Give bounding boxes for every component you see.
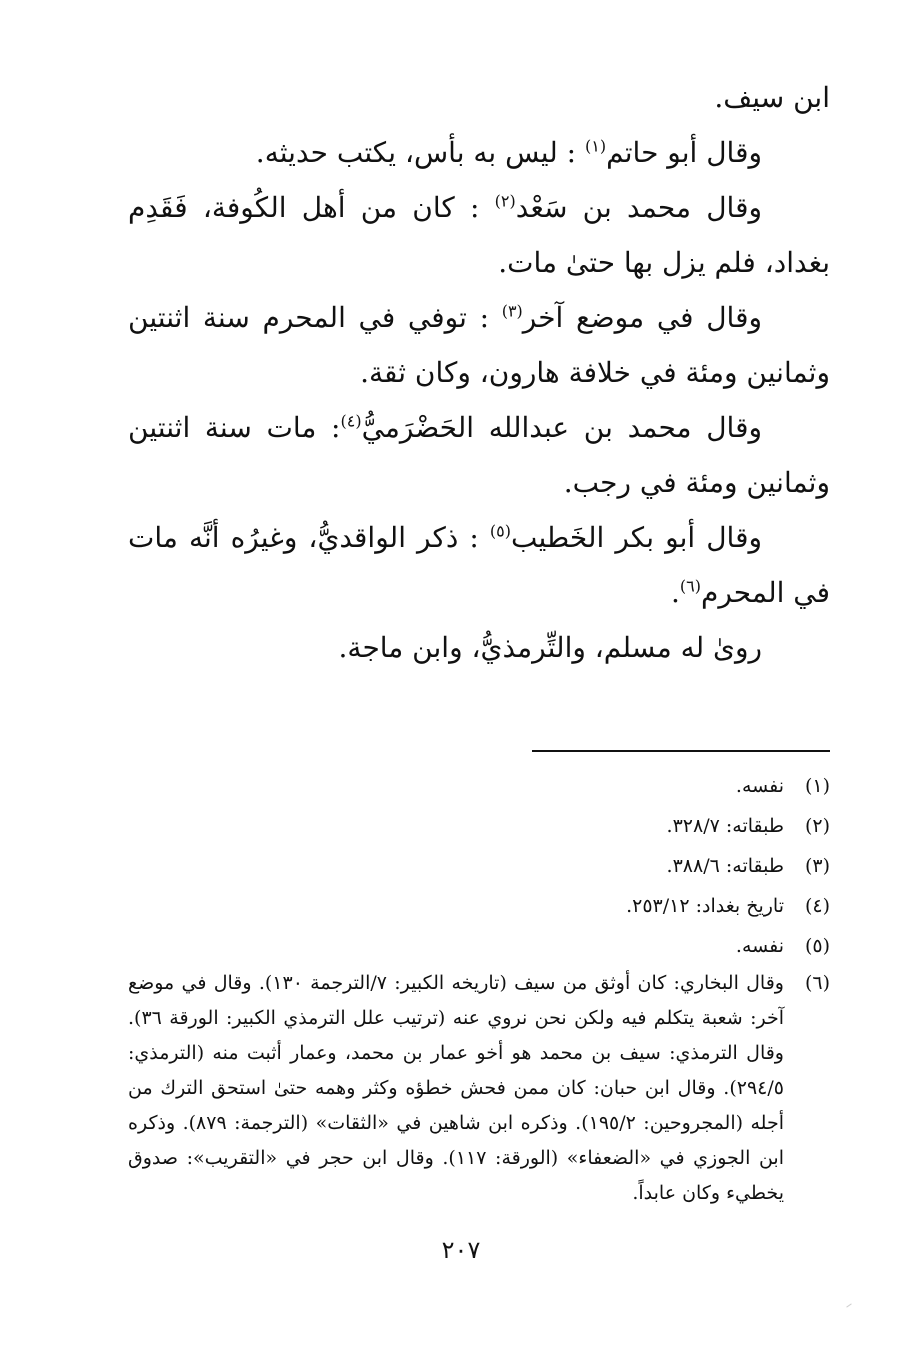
paragraph-6-rest: : ذكر الواقديُّ، وغيرُه أنَّه مات في المحرم bbox=[128, 521, 830, 609]
paragraph-6-end: . bbox=[671, 576, 680, 609]
footnote-text: وقال البخاري: كان أوثق من سيف (تاريخه الكبير: ٧/الترجمة ١٣٠). وقال في موضع آخر: شعبة يتكلم فيه ولكن نحن نروي عنه (ترتيب علل الترمذي الكبير: الورقة ٣٦). وقال الترمذي: سيف بن محمد هو أخو عمار بن محمد، وعمار أثبت منه (الترمذي: ٢٩٤/٥). وقال ابن حبان: كان ممن فحش خطؤه وكثر وهمه حتىٰ استحق الترك من أجله (المجروحين: ١٩٥/٢). وذكره ابن شاهين في «الثقات» (الترجمة: ٨٧٩). وذكره ابن الجوزي في «الضعفاء» (الورقة: ١١٧). وقال ابن حجر في «التقريب»: صدوق يخطيء وكان عابداً. bbox=[128, 972, 785, 1204]
paragraph-3-rest: : كان من أهل الكُوفة، فَقَدِم بغداد، فلم يزل بها حتىٰ مات. bbox=[128, 191, 830, 279]
footnote-text: طبقاته: ٣٢٨/٧. bbox=[666, 815, 784, 837]
footnote-ref-6[interactable]: (٦) bbox=[679, 576, 702, 596]
footnote-2 bbox=[128, 806, 830, 846]
footnote-number: (٣) bbox=[804, 855, 830, 877]
footnote-text: نفسه. bbox=[735, 775, 784, 797]
paragraph-5-text: وقال محمد بن عبدالله الحَضْرَميُّ bbox=[361, 411, 762, 444]
footnotes bbox=[128, 766, 830, 1211]
paragraph-2-rest: : ليس به بأس، يكتب حديثه. bbox=[255, 136, 586, 169]
page-number: ٢٠٧ bbox=[441, 1236, 481, 1264]
footnote-ref-4[interactable]: (٤) bbox=[340, 411, 362, 431]
footnote-number: (٤) bbox=[804, 895, 830, 917]
footnote-number: (٢) bbox=[804, 815, 830, 837]
footnote-3 bbox=[128, 846, 830, 886]
footnote-text: نفسه. bbox=[735, 935, 784, 957]
footnote-number: (٥) bbox=[804, 935, 830, 957]
paragraph-2 bbox=[128, 125, 830, 180]
footnote-number: (١) bbox=[804, 775, 830, 797]
paragraph-7-text: رویٰ له مسلم، والتِّرمذيُّ، وابن ماجة. bbox=[338, 631, 762, 664]
paragraph-6-text: وقال أبو بكر الخَطيب bbox=[510, 521, 762, 554]
paragraph-5-rest: : مات سنة اثنتين وثمانين ومئة في رجب. bbox=[128, 411, 830, 499]
footnote-text: تاريخ بغداد: ٢٥٣/١٢. bbox=[626, 895, 784, 917]
paragraph-4-text: وقال في موضع آخر bbox=[522, 301, 762, 334]
footnote-ref-1[interactable]: (١) bbox=[585, 136, 607, 156]
footnote-ref-5[interactable]: (٥) bbox=[489, 521, 511, 541]
footnote-text: طبقاته: ٣٨٨/٦. bbox=[666, 855, 784, 877]
paragraph-4 bbox=[128, 290, 830, 400]
paragraph-6 bbox=[128, 510, 830, 620]
paragraph-4-rest: : توفي في المحرم سنة اثنتين وثمانين ومئة في خلافة هارون، وكان ثقة. bbox=[128, 301, 830, 389]
footnote-6 bbox=[128, 966, 830, 1211]
paragraph-3-text: وقال محمد بن سَعْد bbox=[515, 191, 762, 224]
paragraph-3 bbox=[128, 180, 830, 290]
footnote-4 bbox=[128, 886, 830, 926]
footnote-1 bbox=[128, 766, 830, 806]
footnote-ref-2[interactable]: (٢) bbox=[494, 191, 516, 211]
main-text bbox=[128, 70, 830, 675]
paragraph-1 bbox=[128, 70, 830, 125]
footnote-separator bbox=[532, 750, 830, 752]
footnote-number: (٦) bbox=[804, 972, 830, 994]
footnote-ref-3[interactable]: (٣) bbox=[501, 301, 523, 321]
footnote-5 bbox=[128, 926, 830, 966]
paragraph-1-text: ابن سيف. bbox=[714, 81, 830, 114]
paragraph-5 bbox=[128, 400, 830, 510]
paragraph-2-text: وقال أبو حاتم bbox=[606, 136, 762, 169]
paragraph-7 bbox=[128, 620, 830, 675]
scan-speck bbox=[846, 1303, 851, 1307]
